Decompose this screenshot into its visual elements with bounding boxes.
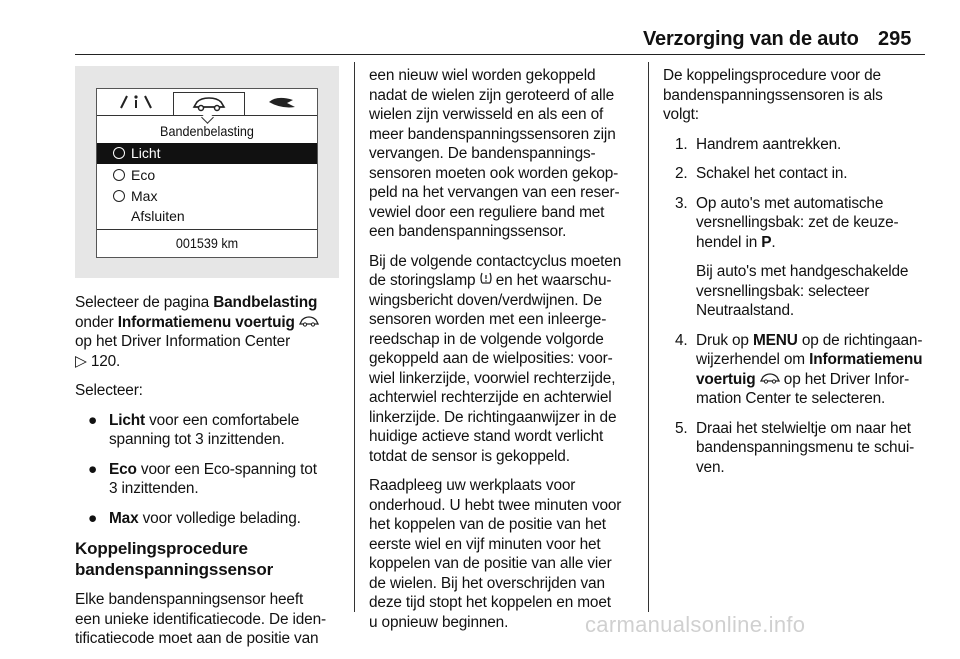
option-afsluiten: Afsluiten [131,208,185,224]
radio-icon [113,190,125,202]
car-icon [760,373,780,384]
page-header [0,0,960,56]
odometer: 001539 km [175,235,239,251]
paragraph: een nieuw wiel worden gekoppeld nadat de wielen zijn geroteerd of alle wielen zijn verwisseld en als een of meer bandenspanningssensoren zijn vervangen. De bandenspannings- sensoren moeten ook worden gekop- peld na het vervangen van een reser- vewiel door een reguliere band met een bandenspanningssensor. [369,67,620,240]
column-divider-2 [648,62,649,612]
bullet-list [75,411,345,529]
list-item: 5. Draai het stelwieltje om naar het bandenspanningsmenu te schui- ven. [675,419,915,476]
select-label: Selecteer: [75,382,143,399]
radio-icon [113,169,125,181]
list-item: 3. Op auto's met automatische versnellingsbak: zet de keuze- hendel in P. Bij auto's met handgeschakelde versnellingsbak: selecteer Neutraalstand. [675,194,909,319]
header-rule [75,54,925,55]
intro-paragraph: Selecteer de pagina Bandbelasting onder Informatiemenu voertuig op het Driver Information Center ▷ 120. [75,294,318,370]
page-number: 295 [878,28,912,50]
list-item: ● Eco voor een Eco-spanning tot 3 inzittenden. [88,460,317,497]
screen-separator [97,229,317,230]
option-licht: Licht [97,143,317,164]
tire-warning-icon [480,272,496,289]
economy-tab-icon [267,94,297,113]
car-icon [191,96,227,112]
car-icon [299,316,319,327]
radio-icon [113,147,125,159]
dic-illustration [75,66,339,278]
section-heading: Koppelingsprocedure bandenspanningssensor [75,539,274,579]
dic-screen [96,88,318,258]
list-item: 2. Schakel het contact in. [675,165,848,182]
paragraph: Raadpleeg uw werkplaats voor onderhoud. U hebt twee minuten voor het koppelen van de positie van het eerste wiel en vijf minuten voor het koppelen van de positie van alle vier de wielen. Bij het overschrijden van deze tijd stopt het koppelen en moet u opnieuw beginnen. [369,477,622,631]
dic-tab-bar [97,89,317,116]
option-eco: Eco [97,165,317,186]
page-title: Verzorging van de auto [643,28,859,50]
list-item: ● Max voor volledige belading. [88,509,301,527]
paragraph: Bij de volgende contactcyclus moeten de storingslamp en het waarschu- wingsbericht doven/verdwijnen. De sensoren worden met een inleerge- reedschap in de volgende volgorde gekoppeld aan de wielposities: voor- wiel linkerzijde, voorwiel rechterzijde, achterwiel rechterzijde en achterwiel linkerzijde. De richtingaanwijzer in de huidige actieve stand wordt verlicht totdat de sensor is gekoppeld. [369,252,622,465]
vehicle-tab [173,92,245,115]
list-item: 4. Druk op MENU op de richtingaan- wijzerhendel om Informatiemenu voertuig op het Driver Infor- mation Center te selecteren. [675,331,923,407]
middle-column [369,66,644,642]
paragraph: Elke bandenspanningsensor heeft een unieke identificatiecode. De iden- tificatiecode moet aan de positie van [75,591,326,647]
paragraph: De koppelingsprocedure voor de bandenspanningssensoren is als volgt: [663,67,883,123]
right-column [663,66,933,487]
left-column [75,293,345,659]
list-item: 1. Handrem aantrekken. [675,135,842,153]
list-item: ● Licht voor een comfortabele spanning tot 3 inzittenden. [88,411,300,448]
option-max: Max [97,186,317,207]
column-divider-1 [354,62,355,612]
info-tab-icon [119,94,153,113]
screen-title: Bandenbelasting [160,123,254,139]
watermark: carmanualsonline.info [585,612,806,637]
page-reference-icon: ▷ [75,352,87,370]
step-list [663,135,933,478]
